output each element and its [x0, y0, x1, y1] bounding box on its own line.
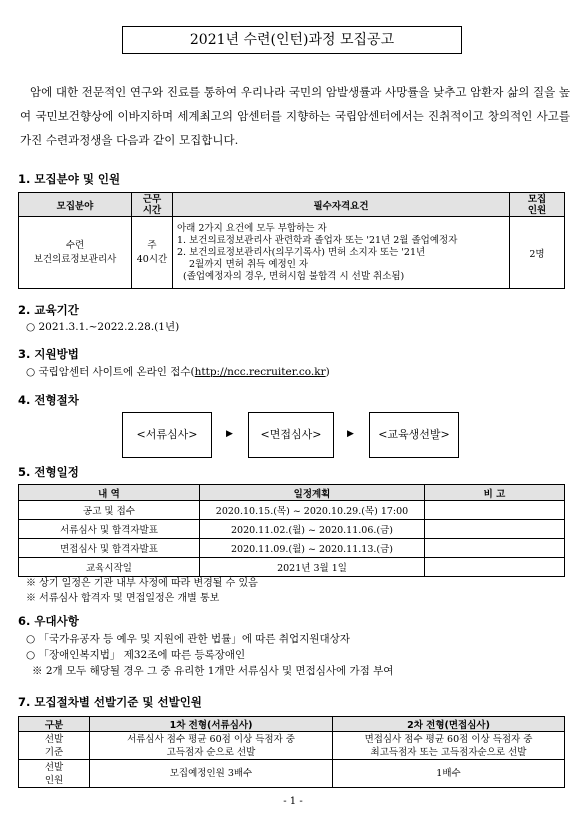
table-row — [19, 501, 565, 520]
plan-cell: 2020.11.02.(월) ~ 2020.11.06.(금) — [200, 520, 425, 539]
section-6-heading: 6. 우대사항 — [18, 614, 79, 628]
schedule-note: ※ 상기 일정은 기관 내부 사정에 따라 변경될 수 있음 — [26, 578, 258, 589]
plan-cell: 2020.11.09.(월) ~ 2020.11.13.(금) — [200, 539, 425, 558]
recruit-link[interactable]: http://ncc.recruiter.co.kr — [194, 366, 326, 378]
req-line: 아래 2가지 요건에 모두 부합하는 자 — [177, 222, 327, 234]
preference-item: ○ 「국가유공자 등 예우 및 지원에 관한 법률」에 따른 취업지원대상자 — [26, 633, 350, 645]
table-row — [19, 520, 565, 539]
arrow-icon: ▶ — [347, 429, 354, 439]
step-interview: <면접심사> — [248, 412, 334, 458]
item-cell: 서류심사 및 합격자발표 — [19, 520, 200, 539]
req-line: 1. 보건의료정보관리사 관련학과 졸업자 또는 '21년 2월 졸업예정자 — [177, 234, 458, 246]
page-number: - 1 - — [283, 796, 303, 807]
hours-line: 주 — [147, 239, 157, 251]
step-selection: <교육생선발> — [369, 412, 459, 458]
arrow-icon: ▶ — [226, 429, 233, 439]
first-round-criteria — [90, 732, 333, 760]
preference-note: ※ 2개 모두 해당될 경우 그 중 유리한 1개만 서류심사 및 면접심사에 가점 부여 — [32, 665, 394, 677]
page-title: 2021년 수련(인턴)과정 모집공고 — [122, 26, 462, 54]
label-line: 선발 — [44, 733, 64, 745]
col-remark: 비 고 — [425, 485, 565, 501]
apply-pre: ○ 국립암센터 사이트에 온라인 접수( — [26, 366, 195, 378]
item-cell: 교육시작일 — [19, 558, 200, 577]
criteria-label — [19, 732, 90, 760]
section-1-heading: 1. 모집분야 및 인원 — [18, 172, 121, 186]
apply-post: ) — [325, 366, 330, 378]
col-type: 구분 — [19, 717, 90, 732]
col-req: 필수자격요건 — [173, 193, 510, 217]
item-cell: 공고 및 접수 — [19, 501, 200, 520]
col-first-round: 1차 전형(서류심사) — [90, 717, 333, 732]
table-row — [19, 732, 565, 760]
req-cell — [173, 217, 510, 289]
col-field: 모집분야 — [19, 193, 132, 217]
col-count: 모집 인원 — [510, 193, 565, 217]
first-round-count: 모집예정인원 3배수 — [90, 760, 333, 788]
plan-cell: 2021년 3월 1일 — [200, 558, 425, 577]
criteria-line: 최고득점자 또는 고득점자순으로 선발 — [370, 746, 527, 758]
step-document-review: <서류심사> — [122, 412, 212, 458]
req-line: (졸업예정자의 경우, 면허시험 불합격 시 선발 취소됨) — [183, 270, 405, 282]
criteria-line: 면접심사 점수 평균 60점 이상 득점자 중 — [364, 733, 533, 745]
req-line: 2월까지 면허 취득 예정인 자 — [189, 258, 309, 270]
schedule-note: ※ 서류심사 합격자 및 면접일정은 개별 통보 — [26, 593, 220, 604]
item-cell: 면접심사 및 합격자발표 — [19, 539, 200, 558]
plan-cell: 2020.10.15.(목) ~ 2020.10.29.(목) 17:00 — [200, 501, 425, 520]
intro-paragraph: 암에 대한 전문적인 연구와 진료를 통하여 우리나라 국민의 암발생률과 사망률을 낮추고 암환자 삶의 질을 높여 국민보건향상에 이바지하며 세계최고의 암센터를 지향하는 국립암센터에서는 진취적이고 창의적인 사고를 가진 수련과정생을 다음과 같이 모집합니다. — [20, 85, 570, 147]
remark-cell — [425, 520, 565, 539]
col-second-round: 2차 전형(면접심사) — [333, 717, 565, 732]
label-line: 인원 — [44, 774, 64, 786]
remark-cell — [425, 539, 565, 558]
col-plan: 일정계획 — [200, 485, 425, 501]
criteria-line: 서류심사 점수 평균 60점 이상 득점자 중 — [127, 733, 295, 745]
recruit-table — [18, 192, 565, 289]
remark-cell — [425, 501, 565, 520]
req-line: 2. 보건의료정보관리사(의무기록사) 면허 소지자 또는 '21년 — [177, 246, 426, 258]
table-row — [19, 760, 565, 788]
second-round-criteria — [333, 732, 565, 760]
label-line: 기준 — [44, 746, 64, 758]
section-3-heading: 3. 지원방법 — [18, 347, 79, 361]
period-text: ○ 2021.3.1.~2022.2.28.(1년) — [26, 321, 180, 333]
apply-text — [26, 364, 330, 379]
criteria-line: 고득점자 순으로 선발 — [166, 746, 256, 758]
count-label — [19, 760, 90, 788]
field-line: 보건의료정보관리사 — [33, 253, 117, 265]
section-2-heading: 2. 교육기간 — [18, 303, 79, 317]
preference-item: ○ 「장애인복지법」 제32조에 따른 등록장애인 — [26, 649, 246, 661]
col-hours: 근무 시간 — [132, 193, 173, 217]
remark-cell — [425, 558, 565, 577]
section-4-heading: 4. 전형절차 — [18, 393, 79, 407]
col-item: 내 역 — [19, 485, 200, 501]
hours-line: 40시간 — [136, 253, 168, 265]
count-cell: 2명 — [510, 217, 565, 289]
selection-table — [18, 716, 565, 788]
second-round-count: 1배수 — [333, 760, 565, 788]
field-line: 수련 — [65, 239, 85, 251]
table-row — [19, 539, 565, 558]
section-7-heading: 7. 모집절차별 선발기준 및 선발인원 — [18, 695, 202, 709]
label-line: 선발 — [44, 761, 64, 773]
schedule-table — [18, 484, 565, 577]
field-cell — [19, 217, 132, 289]
section-5-heading: 5. 전형일정 — [18, 465, 79, 479]
hours-cell — [132, 217, 173, 289]
